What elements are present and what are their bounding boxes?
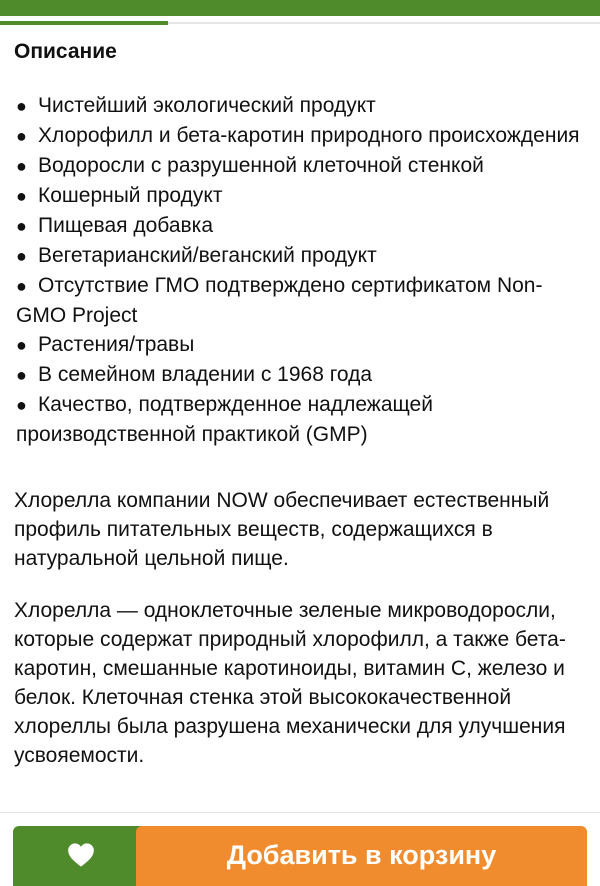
bullet-icon: ●	[16, 156, 27, 176]
list-item	[16, 330, 586, 360]
active-tab-indicator[interactable]	[0, 21, 168, 25]
bullet-icon: ●	[16, 246, 27, 266]
list-item	[16, 360, 586, 390]
list-item-text: Качество, подтвержденное надлежащей производственной практикой (GMP)	[16, 393, 433, 446]
list-item-text: Пищевая добавка	[38, 214, 213, 237]
bullet-icon: ●	[16, 216, 27, 236]
list-item-text: Кошерный продукт	[38, 184, 223, 207]
list-item-text: Чистейший экологический продукт	[38, 94, 376, 117]
list-item	[16, 390, 586, 449]
list-item	[16, 151, 586, 181]
top-header-bar	[0, 0, 600, 16]
add-to-wishlist-button[interactable]	[13, 826, 149, 886]
list-item-text: Водоросли с разрушенной клеточной стенкой	[38, 154, 484, 177]
section-title: Описание	[14, 40, 117, 63]
list-item	[16, 241, 586, 271]
bullet-icon: ●	[16, 335, 27, 355]
description-paragraph: Хлорелла — одноклеточные зеленые микроводоросли, которые содержат природный хлорофилл, а также бета-каротин, смешанные каротиноиды, витамин С, железо и белок. Клеточная стенка этой высококачественной хлореллы была разрушена механически для улучшения усвояемости.	[14, 599, 566, 767]
list-item	[16, 91, 586, 121]
list-item-text: Вегетарианский/веганский продукт	[38, 244, 377, 267]
heart-icon	[67, 842, 95, 868]
bullet-icon: ●	[16, 395, 27, 415]
list-item-text: Отсутствие ГМО подтверждено сертификатом Non-GMO Project	[16, 274, 543, 327]
list-item	[16, 181, 586, 211]
description-paragraph: Хлорелла компании NOW обеспечивает естественный профиль питательных веществ, содержащихся в натуральной цельной пище.	[14, 489, 550, 570]
list-item-text: Хлорофилл и бета-каротин природного происхождения	[38, 124, 580, 147]
list-item	[16, 271, 586, 330]
bullet-icon: ●	[16, 126, 27, 146]
add-to-cart-label: Добавить в корзину	[226, 839, 497, 870]
bullet-icon: ●	[16, 96, 27, 116]
list-item-text: В семейном владении с 1968 года	[38, 363, 373, 386]
bullet-icon: ●	[16, 365, 27, 385]
bullet-icon: ●	[16, 276, 27, 296]
add-to-cart-button[interactable]	[136, 826, 587, 886]
list-item-text: Растения/травы	[38, 333, 195, 356]
bottom-divider	[0, 812, 600, 813]
list-item	[16, 211, 586, 241]
list-item	[16, 121, 586, 151]
bullet-icon: ●	[16, 186, 27, 206]
feature-list	[16, 91, 586, 449]
